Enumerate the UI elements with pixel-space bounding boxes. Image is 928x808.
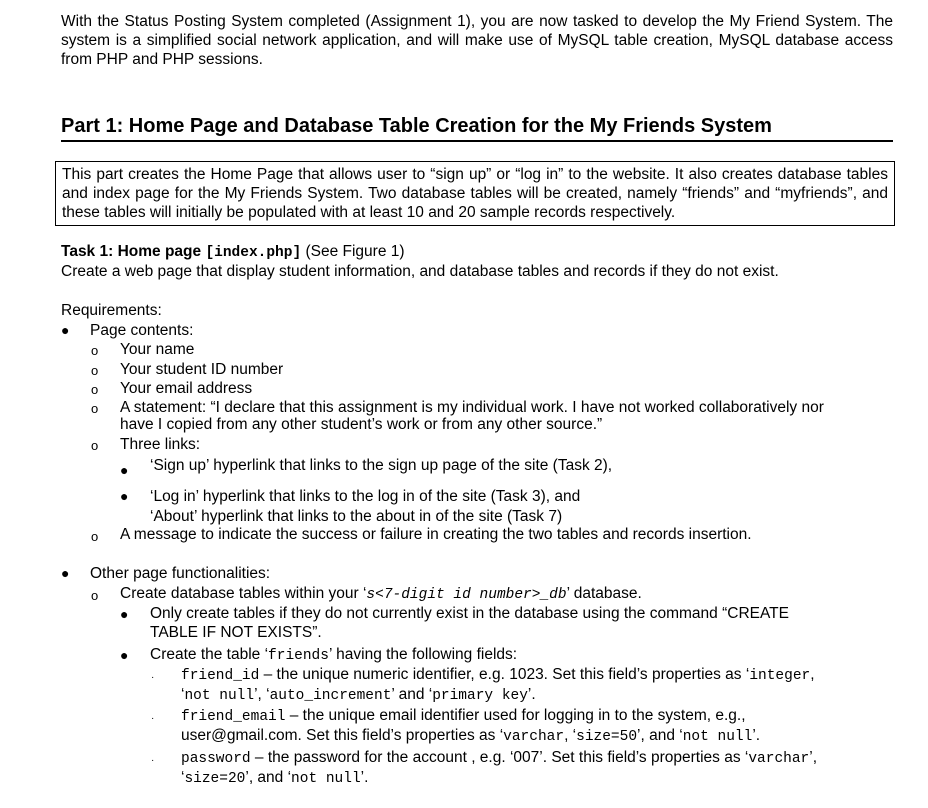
task1-file: [index.php] — [205, 245, 302, 261]
field-name-code: password — [181, 751, 251, 767]
circle-bullet-icon: o — [91, 382, 99, 397]
list-item: Your name — [120, 341, 195, 358]
create-db-item: Create database tables within your ‘s<7-digit id number>_db’ database. — [120, 585, 642, 603]
links-label: Three links: — [120, 436, 201, 453]
statement-line-1: A statement: “I declare that this assignment is my individual work. I have not worked collaboratively nor — [120, 399, 824, 416]
list-item: Your email address — [120, 380, 253, 397]
field-password-line-1: password – the password for the account , e.g. ‘007’. Set this field’s properties as ‘varchar’, — [181, 749, 818, 767]
other-functionalities-label: Other page functionalities: — [90, 565, 271, 582]
part1-heading: Part 1: Home Page and Database Table Creation for the My Friends System — [61, 113, 893, 142]
bullet-icon: ● — [61, 322, 70, 338]
field-name-code: friend_id — [181, 668, 260, 684]
circle-bullet-icon: o — [91, 588, 99, 603]
circle-bullet-icon: o — [91, 529, 99, 544]
square-bullet-icon: · — [151, 672, 155, 683]
bullet-icon: ● — [120, 462, 129, 478]
statement-line-2: have I copied from any other student’s work or from any other source.” — [120, 416, 603, 433]
field-friend-email-line-1: friend_email – the unique email identifier used for logging in to the system, e.g., — [181, 707, 746, 725]
field-friend-id-line-1: friend_id – the unique numeric identifier, e.g. 1023. Set this field’s properties as ‘integer, — [181, 666, 815, 684]
square-bullet-icon: · — [151, 755, 155, 766]
circle-bullet-icon: o — [91, 363, 99, 378]
message-item: A message to indicate the success or failure in creating the two tables and records insertion. — [120, 526, 752, 543]
link-item-about: ‘About’ hyperlink that links to the about in of the site (Task 7) — [150, 508, 563, 525]
requirements-label: Requirements: — [61, 302, 162, 319]
field-name-code: friend_email — [181, 709, 286, 725]
square-bullet-icon: · — [151, 713, 155, 724]
field-friend-id-line-2: ‘not null’, ‘auto_increment’ and ‘primary key’. — [181, 686, 536, 704]
task1-title-line — [61, 242, 405, 263]
part1-summary-box: This part creates the Home Page that allows user to “sign up” or “log in” to the website. It also creates database tables and index page for the My Friends System. Two database tables will be created, namely “friends” and “myfriends”, and these tables will initially be populated with at least 10 and 20 sample records respectively. — [55, 161, 895, 226]
link-item-login: ‘Log in’ hyperlink that links to the log in of the site (Task 3), and — [150, 488, 581, 505]
page-contents-label: Page contents: — [90, 322, 194, 339]
circle-bullet-icon: o — [91, 438, 99, 453]
bullet-icon: ● — [120, 606, 129, 622]
field-password-line-2: ‘size=20’, and ‘not null’. — [181, 769, 369, 787]
circle-bullet-icon: o — [91, 401, 99, 416]
intro-paragraph: With the Status Posting System completed (Assignment 1), you are now tasked to develop the My Friend System. The system is a simplified social network application, and will make use of MySQL table creation, MySQL database access from PHP and PHP sessions. — [61, 13, 893, 68]
list-item: Your student ID number — [120, 361, 284, 378]
link-item-signup: ‘Sign up’ hyperlink that links to the sign up page of the site (Task 2), — [150, 457, 613, 474]
only-create-line-2: TABLE IF NOT EXISTS”. — [150, 624, 322, 641]
task1-title: Task 1: Home page — [61, 243, 202, 260]
task1-see-figure: (See Figure 1) — [305, 243, 405, 260]
table-name-code: friends — [268, 648, 329, 664]
only-create-line-1: Only create tables if they do not currently exist in the database using the command “CREATE — [150, 605, 789, 622]
bullet-icon: ● — [120, 647, 129, 663]
field-friend-email-line-2: user@gmail.com. Set this field’s properties as ‘varchar, ‘size=50’, and ‘not null’. — [181, 727, 761, 745]
circle-bullet-icon: o — [91, 343, 99, 358]
db-name-code: s<7-digit id number>_db — [366, 587, 567, 603]
bullet-icon: ● — [61, 565, 70, 581]
bullet-icon: ● — [120, 488, 129, 504]
task1-description: Create a web page that display student information, and database tables and records if they do not exist. — [61, 263, 779, 280]
create-friends-table-item: Create the table ‘friends’ having the following fields: — [150, 646, 518, 664]
